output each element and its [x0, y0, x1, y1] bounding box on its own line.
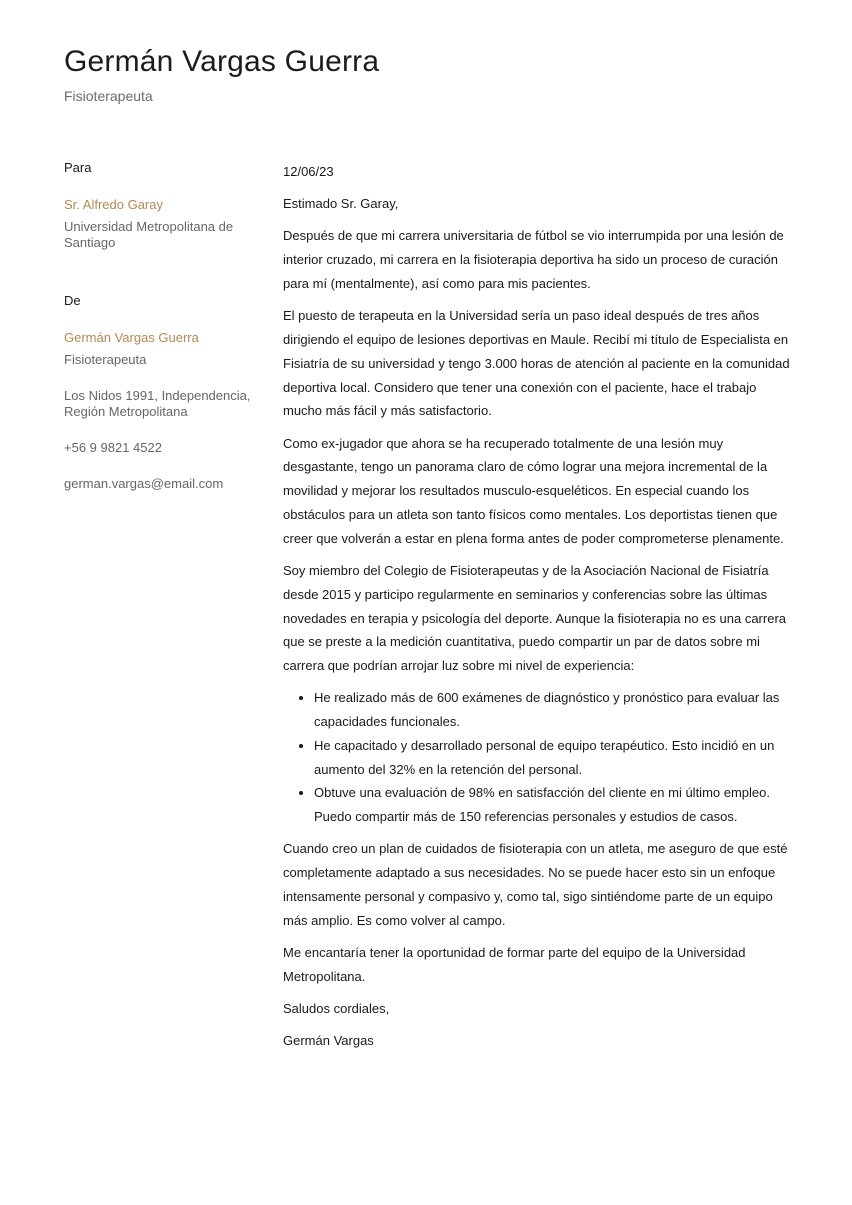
sender-role: Fisioterapeuta — [64, 352, 147, 367]
to-heading: Para — [64, 160, 92, 175]
sender-address: Los Nidos 1991, Independencia, Región Metropolitana — [64, 388, 251, 419]
sidebar — [64, 160, 254, 492]
closing: Saludos cordiales, — [283, 1001, 390, 1017]
sender-email: german.vargas@email.com — [64, 476, 224, 491]
paragraph-5: Cuando creo un plan de cuidados de fisioterapia con un atleta, me aseguro de que esté completamente adaptado a sus necesidades. No se puede hacer esto sin un enfoque intensamente personal y compasivo y, como tal, sigo sintiéndome parte de un equipo más amplio. Es como volver al campo. — [283, 841, 788, 928]
header — [64, 40, 379, 106]
paragraph-1: Después de que mi carrera universitaria de fútbol se vio interrumpida por una lesión de interior cruzado, mi carrera en la fisioterapia deportiva ha sido un proceso de curación para mí (mentalmente), así como para mis pacientes. — [283, 228, 784, 291]
list-item: • Obtuve una evaluación de 98% en satisfacción del cliente en mi último empleo. Puedo compartir más de 150 referencias personales y estudios de casos. — [314, 781, 793, 829]
paragraph-2: El puesto de terapeuta en la Universidad sería un paso ideal después de tres años dirigiendo el equipo de lesiones deportivas en Maule. Recibí mi título de Especialista en Fisiatría de su universidad y tengo 3.000 horas de atención al paciente en la comunidad deportiva local. Considero que tener una conexión con el paciente, hace el trabajo mucho más fácil y más satisfactorio. — [283, 308, 790, 419]
paragraph-6: Me encantaría tener la oportunidad de formar parte del equipo de la Universidad Metropolitana. — [283, 945, 746, 984]
recipient-name: Sr. Alfredo Garay — [64, 197, 163, 212]
signature: Germán Vargas — [283, 1033, 374, 1049]
letter-date: 12/06/23 — [283, 164, 334, 179]
applicant-name: Germán Vargas Guerra — [64, 45, 380, 78]
list-item: • He capacitado y desarrollado personal de equipo terapéutico. Esto incidió en un aumento del 32% en la retención del personal. — [314, 734, 793, 782]
salutation: Estimado Sr. Garay, — [283, 196, 399, 212]
recipient-org: Universidad Metropolitana de Santiago — [64, 219, 234, 250]
from-heading: De — [64, 293, 81, 308]
sender-phone: +56 9 9821 4522 — [64, 440, 162, 455]
paragraph-4: Soy miembro del Colegio de Fisioterapeutas y de la Asociación Nacional de Fisiatría desde 2015 y participo regularmente en seminarios y conferencias sobre las últimas novedades en terapia y psicología del deporte. Aunque la fisioterapia no es una carrera que se preste a la medición cuantitativa, puedo compartir un par de datos sobre mi carrera que podrían arrojar luz sobre mi nivel de experiencia: — [283, 562, 787, 674]
achievements-list — [283, 686, 793, 829]
letter-body — [283, 160, 793, 1061]
list-item: • He realizado más de 600 exámenes de diagnóstico y pronóstico para evaluar las capacidades funcionales. — [314, 686, 793, 734]
sender-name: Germán Vargas Guerra — [64, 330, 199, 345]
applicant-role: Fisioterapeuta — [64, 88, 153, 104]
paragraph-3: Como ex-jugador que ahora se ha recuperado totalmente de una lesión muy desgastante, tengo un panorama claro de cómo lograr una mejora incremental de la movilidad y mejorar los resultados musculo-esqueléticos. En especial cuando los obstáculos para un atleta son tanto físicos como mentales. Los deportistas tienen que creer que volverán a estar en plena forma antes de poder comprometerse plenamente. — [283, 435, 784, 546]
